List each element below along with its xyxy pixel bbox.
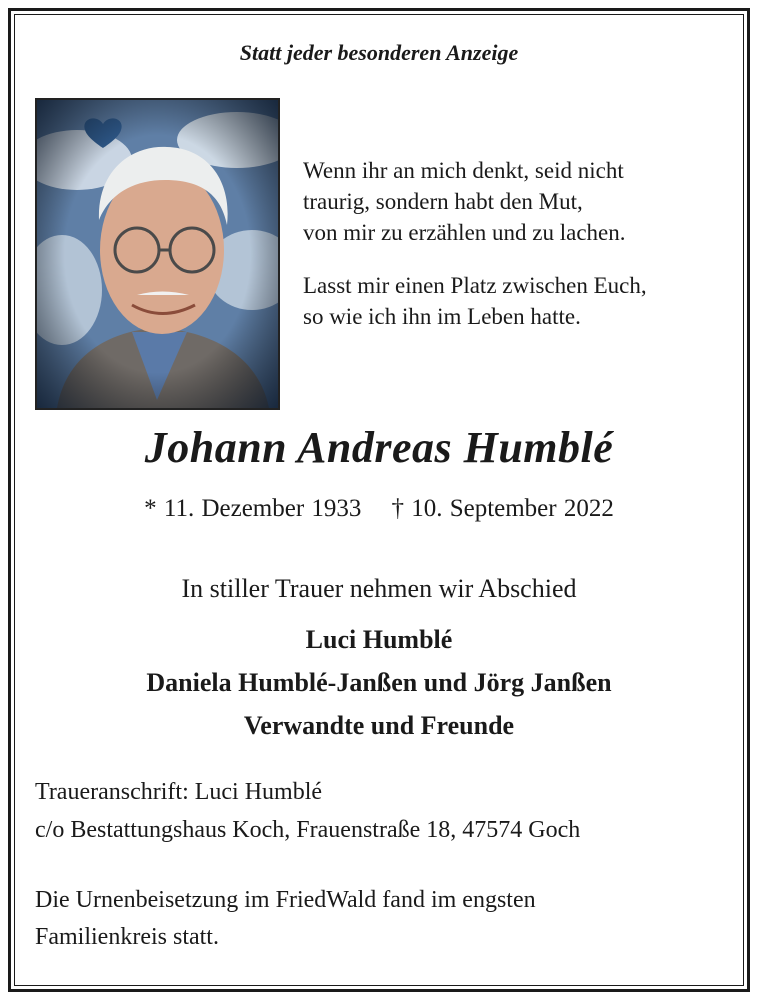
mourner: Verwandte und Freunde (243, 711, 515, 740)
life-dates (0, 495, 758, 523)
poem-stanza (303, 155, 743, 248)
note-line: Familienkreis statt. (35, 924, 219, 950)
note-line: Die Urnenbeisetzung im FriedWald fand im engsten (35, 887, 536, 913)
mourners-list (0, 618, 758, 747)
poem-line: traurig, sondern habt den Mut, (303, 189, 583, 214)
poem (303, 155, 743, 354)
poem-stanza (303, 270, 743, 332)
mourning-address (35, 773, 735, 849)
burial-note (35, 882, 735, 956)
mourner: Daniela Humblé-Janßen und Jörg Janßen (146, 668, 612, 697)
notice-header: Statt jeder besonderen Anzeige (239, 40, 519, 65)
address-line: c/o Bestattungshaus Koch, Frauenstraße 18, 47574 Goch (35, 817, 581, 843)
deceased-name: Johann Andreas Humblé (144, 423, 614, 472)
poem-line: Lasst mir einen Platz zwischen Euch, (303, 273, 647, 298)
portrait-photo (35, 98, 280, 410)
birth-date: * 11. Dezember 1933 (144, 495, 362, 522)
address-line: Traueranschrift: Luci Humblé (35, 779, 323, 805)
mourning-text: In stiller Trauer nehmen wir Abschied (181, 574, 577, 603)
poem-line: so wie ich ihn im Leben hatte. (303, 304, 581, 329)
mourner: Luci Humblé (305, 625, 453, 654)
poem-line: Wenn ihr an mich denkt, seid nicht (303, 158, 624, 183)
poem-line: von mir zu erzählen und zu lachen. (303, 220, 626, 245)
death-date: † 10. September 2022 (391, 495, 614, 522)
